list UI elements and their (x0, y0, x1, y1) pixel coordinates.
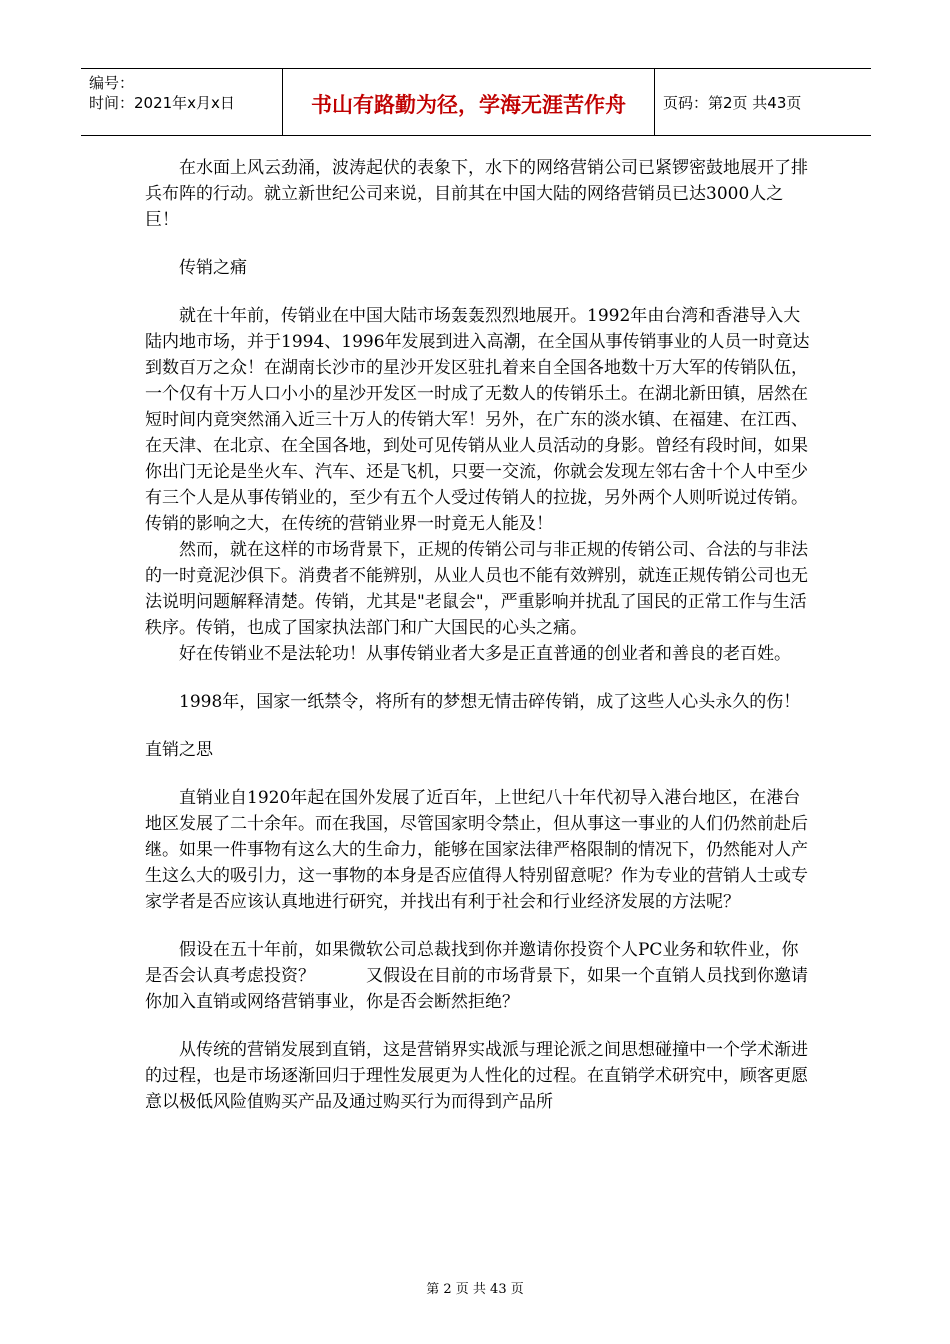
paragraph-chuanxiao-history: 就在十年前，传销业在中国大陆市场轰轰烈烈地展开。1992年由台湾和香港导入大陆内地市场，并于1994、1996年发展到进入高潮，在全国从事传销事业的人员一时竟达到数百万之众！在湖南长沙市的星沙开发区驻扎着来自全国各地数十万大军的传销队伍，一个仅有十万人口小小的星沙开发区一时成了无数人的传销乐土。在湖北新田镇，居然在短时间内竟突然涌入近三十万人的传销大军！另外，在广东的淡水镇、在福建、在江西、在天津、在北京、在全国各地，到处可见传销从业人员活动的身影。曾经有段时间，如果你出门无论是坐火车、汽车、还是飞机，只要一交流，你就会发现左邻右舍十个人中至少有三个人是从事传销业的，至少有五个人受过传销人的拉拢，另外两个人则听说过传销。传销的影响之大，在传统的营销业界一时竟无人能及！ (145, 306, 810, 534)
paragraph-intro: 在水面上风云劲涌，波涛起伏的表象下，水下的网络营销公司已紧锣密鼓地展开了排兵布阵的行动。就立新世纪公司来说，目前其在中国大陆的网络营销员已达3000人之巨！ (145, 158, 808, 230)
header-page-info: 页码：第2页 共43页 (663, 93, 802, 112)
section-heading-zhixiao: 直销之思 (145, 740, 213, 760)
paragraph-1998-ban: 1998年，国家一纸禁令，将所有的梦想无情击碎传销，成了这些人心头永久的伤！ (179, 692, 801, 712)
section-heading-chuanxiao: 传销之痛 (179, 258, 247, 278)
paragraph-zhixiao-history: 直销业自1920年起在国外发展了近百年，上世纪八十年代初导入港台地区，在港台地区发展了二十余年。而在我国，尽管国家明令禁止，但从事这一事业的人们仍然前赴后继。如果一件事物有这么大的生命力，能够在国家法律严格限制的情况下，仍然能对人产生这么大的吸引力，这一事物的本身是否应值得人特别留意呢？作为专业的营销人士或专家学者是否应该认真地进行研究，并找出有利于社会和行业经济发展的方法呢？ (145, 788, 808, 912)
header-meta-cell (81, 69, 283, 135)
document-body (145, 155, 810, 1115)
paragraph-traditional-to-direct: 从传统的营销发展到直销，这是营销界实战派与理论派之间思想碰撞中一个学术渐进的过程，也是市场逐渐回归于理性发展更为人性化的过程。在直销学术研究中，顾客更愿意以极低风险值购买产品及通过购买行为而得到产品所 (145, 1040, 808, 1112)
paragraph-market-chaos: 然而，就在这样的市场背景下，正规的传销公司与非正规的传销公司、合法的与非法的一时竟泥沙俱下。消费者不能辨别，从业人员也不能有效辨别，就连正规传销公司也无法说明问题解释清楚。传销，尤其是"老鼠会"，严重影响并扰乱了国民的正常工作与生活秩序。传销，也成了国家执法部门和广大国民的心头之痛。 (145, 540, 808, 638)
page-footer: 第 2 页 共 43 页 (426, 1282, 524, 1297)
document-number-label: 编号： (89, 74, 135, 92)
header-motto: 书山有路勤为径，学海无涯苦作舟 (283, 69, 655, 135)
paragraph-hypothesis: 假设在五十年前，如果微软公司总裁找到你并邀请你投资个人PC业务和软件业，你是否会认真考虑投资？ 又假设在目前的市场背景下，如果一个直销人员找到你邀请你加入直销或网络营销事业，你是否会断然拒绝？ (145, 940, 808, 1012)
paragraph-not-falungong: 好在传销业不是法轮功！从事传销业者大多是正直普通的创业者和善良的老百姓。 (179, 644, 791, 664)
header-table (81, 68, 871, 136)
document-time-label: 时间：2021年x月x日 (89, 94, 235, 112)
